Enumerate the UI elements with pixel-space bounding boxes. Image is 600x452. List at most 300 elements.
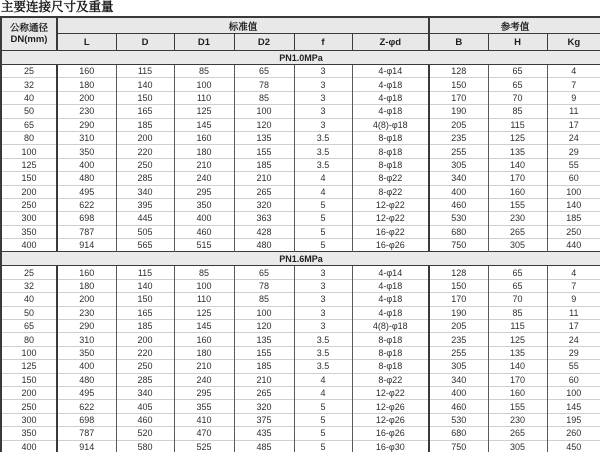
table-cell: 787 [57,427,116,440]
table-cell: 85 [234,91,294,104]
column-header-d2: D2 [234,34,294,51]
table-cell: 400 [429,386,488,399]
table-cell: 9 [547,91,600,104]
table-cell: 400 [429,185,488,198]
table-cell: 85 [488,105,547,118]
table-row [1,413,600,426]
table-cell: 3 [294,266,352,279]
table-cell: 115 [488,118,547,131]
column-header-b: B [429,34,488,51]
table-cell: 525 [174,440,234,452]
table-cell: 285 [116,172,174,185]
table-cell: 65 [488,65,547,78]
table-cell: 32 [1,279,57,292]
table-cell: 32 [1,78,57,91]
table-cell: 5 [294,212,352,225]
table-cell: 290 [57,118,116,131]
table-cell: 16-φ26 [352,427,429,440]
table-cell: 140 [547,198,600,211]
table-cell: 565 [116,239,174,252]
table-cell: 200 [116,333,174,346]
table-cell: 363 [234,212,294,225]
table-cell: 115 [116,266,174,279]
table-cell: 305 [488,239,547,252]
table-cell: 3 [294,105,352,118]
table-cell: 8-φ22 [352,373,429,386]
table-cell: 8-φ22 [352,172,429,185]
table-row [1,131,600,144]
table-cell: 190 [429,306,488,319]
table-cell: 375 [234,413,294,426]
table-cell: 125 [488,333,547,346]
table-cell: 4-φ18 [352,306,429,319]
table-row [1,198,600,211]
table-cell: 80 [1,333,57,346]
table-cell: 185 [234,360,294,373]
table-cell: 495 [57,386,116,399]
table-cell: 350 [174,198,234,211]
table-cell: 16-φ30 [352,440,429,452]
table-cell: 115 [488,320,547,333]
table-cell: 914 [57,440,116,452]
table-cell: 515 [174,239,234,252]
table-cell: 25 [1,65,57,78]
table-cell: 3.5 [294,333,352,346]
table-cell: 340 [429,172,488,185]
table-cell: 160 [174,333,234,346]
table-row [1,91,600,104]
table-cell: 11 [547,105,600,118]
column-header-d1: D1 [174,34,234,51]
table-cell: 135 [234,333,294,346]
table-cell: 265 [488,427,547,440]
table-cell: 230 [57,105,116,118]
table-cell: 310 [57,333,116,346]
table-cell: 100 [547,185,600,198]
table-cell: 8-φ18 [352,158,429,171]
table-row [1,78,600,91]
table-cell: 400 [1,440,57,452]
table-cell: 400 [57,158,116,171]
table-cell: 3 [294,118,352,131]
table-cell: 100 [234,306,294,319]
dimensions-table [0,16,600,452]
table-cell: 165 [116,105,174,118]
table-row [1,320,600,333]
section-row [1,252,600,266]
table-cell: 160 [57,65,116,78]
table-cell: 4(8)-φ18 [352,118,429,131]
table-cell: 750 [429,239,488,252]
table-cell: 65 [234,65,294,78]
table-cell: 128 [429,65,488,78]
table-cell: 210 [234,172,294,185]
table-cell: 29 [547,145,600,158]
table-cell: 220 [116,346,174,359]
table-cell: 400 [1,239,57,252]
table-cell: 185 [116,118,174,131]
table-cell: 3.5 [294,346,352,359]
table-cell: 3.5 [294,360,352,373]
table-cell: 205 [429,320,488,333]
table-cell: 170 [488,172,547,185]
table-cell: 210 [174,158,234,171]
table-row [1,360,600,373]
table-cell: 160 [174,131,234,144]
section-header-label: PN1.6MPa [1,252,600,266]
table-cell: 750 [429,440,488,452]
table-cell: 4 [547,266,600,279]
table-cell: 395 [116,198,174,211]
table-cell: 4-φ18 [352,293,429,306]
table-cell: 435 [234,427,294,440]
table-cell: 530 [429,413,488,426]
section-row [1,51,600,65]
table-cell: 320 [234,400,294,413]
table-row [1,306,600,319]
table-cell: 255 [429,145,488,158]
table-cell: 160 [488,386,547,399]
table-cell: 240 [174,373,234,386]
table-cell: 150 [116,293,174,306]
table-cell: 350 [57,346,116,359]
table-cell: 140 [488,158,547,171]
table-cell: 428 [234,225,294,238]
table-header [1,17,600,51]
table-cell: 17 [547,118,600,131]
table-cell: 4 [294,386,352,399]
table-cell: 3.5 [294,158,352,171]
table-cell: 115 [116,65,174,78]
table-cell: 210 [174,360,234,373]
table-row [1,212,600,225]
table-cell: 29 [547,346,600,359]
table-cell: 8-φ18 [352,360,429,373]
table-cell: 405 [116,400,174,413]
table-cell: 250 [116,158,174,171]
table-cell: 155 [234,346,294,359]
table-cell: 235 [429,333,488,346]
table-row [1,239,600,252]
table-cell: 100 [1,145,57,158]
table-cell: 265 [234,185,294,198]
table-cell: 85 [174,65,234,78]
table-cell: 485 [234,440,294,452]
table-cell: 17 [547,320,600,333]
table-cell: 110 [174,91,234,104]
table-cell: 9 [547,293,600,306]
table-cell: 12-φ22 [352,198,429,211]
corner-header-dn [1,17,57,51]
table-cell: 190 [429,105,488,118]
table-cell: 65 [488,279,547,292]
table-cell: 125 [174,105,234,118]
table-cell: 80 [1,131,57,144]
table-cell: 50 [1,306,57,319]
table-cell: 3 [294,279,352,292]
table-cell: 250 [1,400,57,413]
table-cell: 680 [429,225,488,238]
table-cell: 5 [294,198,352,211]
table-row [1,145,600,158]
table-cell: 85 [174,266,234,279]
table-cell: 200 [116,131,174,144]
table-cell: 3 [294,306,352,319]
table-cell: 40 [1,91,57,104]
table-cell: 230 [488,413,547,426]
table-cell: 155 [488,400,547,413]
table-row [1,386,600,399]
table-cell: 8-φ18 [352,333,429,346]
table-cell: 470 [174,427,234,440]
table-cell: 450 [547,440,600,452]
table-cell: 355 [174,400,234,413]
table-cell: 460 [116,413,174,426]
table-cell: 250 [547,225,600,238]
table-cell: 5 [294,427,352,440]
table-cell: 400 [174,212,234,225]
table-cell: 340 [429,373,488,386]
table-row [1,373,600,386]
table-cell: 310 [57,131,116,144]
table-cell: 135 [488,346,547,359]
table-cell: 4-φ14 [352,65,429,78]
table-cell: 165 [116,306,174,319]
table-cell: 25 [1,266,57,279]
corner-header-line2: DN(mm) [10,34,48,45]
table-cell: 285 [116,373,174,386]
table-cell: 3 [294,65,352,78]
table-cell: 530 [429,212,488,225]
table-body [1,51,600,452]
table-row [1,225,600,238]
table-row [1,427,600,440]
table-cell: 480 [234,239,294,252]
table-cell: 230 [488,212,547,225]
table-cell: 305 [429,158,488,171]
table-cell: 320 [234,198,294,211]
table-cell: 140 [116,279,174,292]
table-cell: 125 [488,131,547,144]
table-cell: 5 [294,400,352,413]
table-cell: 40 [1,293,57,306]
table-cell: 787 [57,225,116,238]
table-cell: 350 [1,225,57,238]
table-cell: 520 [116,427,174,440]
table-row [1,65,600,78]
table-cell: 200 [1,386,57,399]
table-cell: 295 [174,386,234,399]
table-cell: 680 [429,427,488,440]
table-cell: 4 [294,373,352,386]
table-cell: 150 [116,91,174,104]
table-cell: 5 [294,440,352,452]
table-cell: 400 [57,360,116,373]
table-cell: 3 [294,91,352,104]
table-cell: 140 [488,360,547,373]
table-cell: 200 [57,91,116,104]
table-cell: 150 [429,279,488,292]
table-cell: 255 [429,346,488,359]
table-cell: 460 [429,198,488,211]
table-cell: 180 [57,279,116,292]
table-cell: 85 [234,293,294,306]
table-cell: 125 [174,306,234,319]
table-cell: 65 [488,266,547,279]
table-cell: 70 [488,293,547,306]
table-cell: 3 [294,293,352,306]
table-cell: 145 [547,400,600,413]
table-cell: 5 [294,225,352,238]
table-cell: 480 [57,373,116,386]
page-title: 主要连接尺寸及重量 [1,0,114,14]
column-header-f: f [294,34,352,51]
column-header-d: D [116,34,174,51]
table-cell: 4(8)-φ18 [352,320,429,333]
column-header-h: H [488,34,547,51]
table-row [1,158,600,171]
table-cell: 195 [547,413,600,426]
table-row [1,279,600,292]
table-cell: 340 [116,386,174,399]
table-cell: 60 [547,172,600,185]
table-cell: 350 [1,427,57,440]
table-cell: 150 [429,78,488,91]
table-cell: 4-φ18 [352,105,429,118]
table-row [1,266,600,279]
table-cell: 125 [1,360,57,373]
table-cell: 622 [57,198,116,211]
table-cell: 300 [1,413,57,426]
table-cell: 12-φ22 [352,386,429,399]
table-cell: 128 [429,266,488,279]
table-cell: 185 [116,320,174,333]
table-cell: 145 [174,118,234,131]
group-header-standard-values: 标准值 [57,17,429,34]
table-cell: 580 [116,440,174,452]
table-cell: 265 [234,386,294,399]
table-cell: 250 [1,198,57,211]
section-header-label: PN1.0MPa [1,51,600,65]
table-cell: 65 [1,118,57,131]
table-cell: 8-φ18 [352,131,429,144]
table-cell: 100 [547,386,600,399]
table-cell: 4-φ18 [352,78,429,91]
table-cell: 4 [547,65,600,78]
table-cell: 12-φ26 [352,413,429,426]
table-cell: 185 [234,158,294,171]
table-cell: 78 [234,279,294,292]
table-cell: 410 [174,413,234,426]
table-cell: 200 [1,185,57,198]
table-cell: 24 [547,131,600,144]
table-cell: 8-φ18 [352,346,429,359]
table-cell: 135 [488,145,547,158]
table-cell: 125 [1,158,57,171]
table-cell: 260 [547,427,600,440]
table-cell: 12-φ22 [352,212,429,225]
table-cell: 3.5 [294,131,352,144]
table-cell: 65 [488,78,547,91]
table-cell: 150 [1,172,57,185]
table-row [1,440,600,452]
table-cell: 8-φ22 [352,185,429,198]
table-cell: 70 [488,91,547,104]
table-cell: 305 [488,440,547,452]
table-cell: 480 [57,172,116,185]
table-cell: 50 [1,105,57,118]
column-header-l: L [57,34,116,51]
table-cell: 135 [234,131,294,144]
table-cell: 140 [116,78,174,91]
table-cell: 220 [116,145,174,158]
table-cell: 55 [547,158,600,171]
table-cell: 200 [57,293,116,306]
column-header-kg: Kg [547,34,600,51]
table-cell: 350 [57,145,116,158]
corner-header-line1: 公称通径 [9,23,48,34]
table-cell: 230 [57,306,116,319]
table-cell: 295 [174,185,234,198]
table-cell: 120 [234,320,294,333]
table-cell: 60 [547,373,600,386]
table-cell: 698 [57,212,116,225]
table-cell: 110 [174,293,234,306]
table-cell: 505 [116,225,174,238]
table-cell: 65 [234,266,294,279]
table-cell: 55 [547,360,600,373]
table-cell: 235 [429,131,488,144]
table-cell: 100 [1,346,57,359]
table-cell: 150 [1,373,57,386]
table-cell: 460 [174,225,234,238]
table-cell: 180 [174,346,234,359]
table-cell: 7 [547,279,600,292]
table-cell: 11 [547,306,600,319]
table-cell: 240 [174,172,234,185]
table-cell: 3 [294,320,352,333]
table-cell: 265 [488,225,547,238]
table-cell: 100 [174,78,234,91]
table-cell: 85 [488,306,547,319]
table-cell: 622 [57,400,116,413]
table-cell: 100 [234,105,294,118]
table-cell: 340 [116,185,174,198]
table-cell: 205 [429,118,488,131]
table-cell: 16-φ26 [352,239,429,252]
table-cell: 170 [429,293,488,306]
table-row [1,185,600,198]
table-row [1,400,600,413]
table-cell: 170 [429,91,488,104]
table-cell: 305 [429,360,488,373]
table-cell: 185 [547,212,600,225]
table-cell: 8-φ18 [352,145,429,158]
table-cell: 16-φ22 [352,225,429,238]
table-cell: 100 [174,279,234,292]
table-row [1,293,600,306]
table-cell: 698 [57,413,116,426]
table-cell: 460 [429,400,488,413]
table-cell: 160 [57,266,116,279]
table-cell: 914 [57,239,116,252]
group-header-reference-values: 参考值 [429,17,600,34]
table-cell: 180 [174,145,234,158]
table-cell: 4-φ18 [352,279,429,292]
table-cell: 3 [294,78,352,91]
table-cell: 155 [488,198,547,211]
table-cell: 445 [116,212,174,225]
